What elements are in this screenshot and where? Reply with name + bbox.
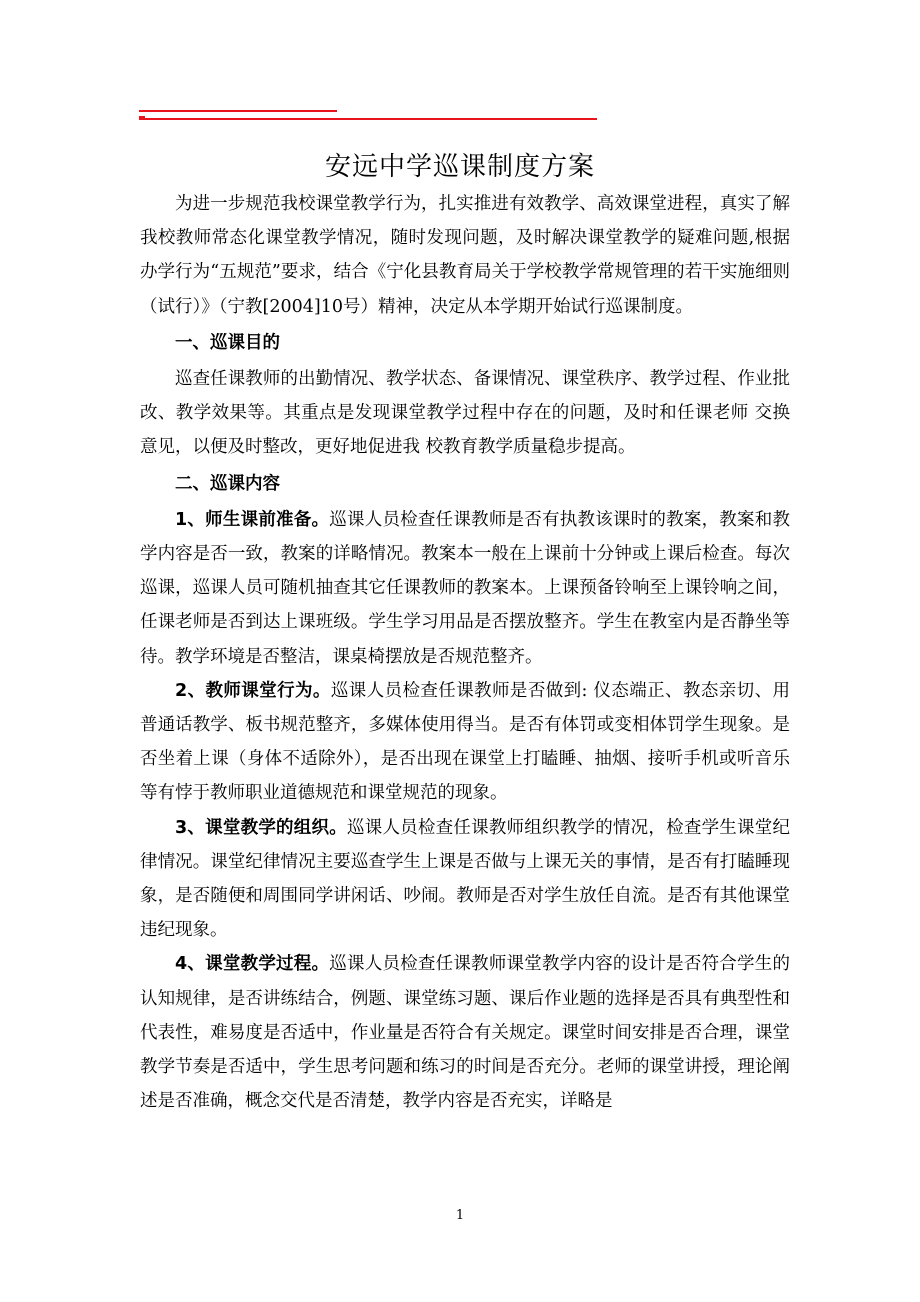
item-text-4: 巡课人员检查任课教师课堂教学内容的设计是否符合学生的认知规律，是否讲练结合，例题、课堂练习题、课后作业题的选择是否具有典型性和代表性，难易度是否适中，作业量是否符合有关规定。课堂时间安排是否合理，课堂教学节奏是否适中，学生思考问题和练习的时间是否充分。老师的课堂讲授，理论阐述是否准确，概念交代是否清楚，教学内容是否充实，详略是 <box>140 954 790 1112</box>
page-number: 1 <box>455 1208 465 1223</box>
section-heading-content: 二、巡课内容 <box>175 473 280 494</box>
item-paragraph-4 <box>140 947 790 1118</box>
item-label-3: 3、课堂教学的组织。 <box>175 817 347 838</box>
item-label-4: 4、课堂教学过程。 <box>175 954 330 975</box>
item-paragraph-1 <box>140 503 790 674</box>
section-heading-purpose: 一、巡课目的 <box>175 332 280 353</box>
item-text-3: 巡课人员检查任课教师组织教学的情况，检查学生课堂纪律情况。课堂纪律情况主要巡查学生上课是否做与上课无关的事情，是否有打瞌睡现象，是否随便和周围同学讲闲话、吵闹。教师是否对学生放任自流。是否有其他课堂违纪现象。 <box>140 817 790 941</box>
item-paragraph-2 <box>140 674 790 811</box>
item-text-1: 巡课人员检查任课教师是否有执教该课时的教案，教案和教学内容是否一致，教案的详略情况。教案本一般在上课前十分钟或上课后检查。每次巡课，巡课人员可随机抽查其它任课教师的教案本。上课预备铃响至上课铃响之间，任课老师是否到达上课班级。学生学习用品是否摆放整齐。学生在教室内是否静坐等待。教学环境是否整洁，课桌椅摆放是否规范整齐。 <box>140 509 790 667</box>
purpose-paragraph: 巡查任课教师的出勤情况、教学状态、备课情况、课堂秩序、教学过程、作业批改、教学效果等。其重点是发现课堂教学过程中存在的问题，及时和任课老师 交换意见，以便及时整改，更好地促进我 校教育教学质量稳步提高。 <box>140 369 790 458</box>
intro-paragraph: 为进一步规范我校课堂教学行为，扎实推进有效教学、高效课堂进程，真实了解我校教师常态化课堂教学情况，随时发现问题，及时解决课堂教学的疑难问题,根据办学行为“五规范”要求，结合《宁化县教育局关于学校教学常规管理的若干实施细则（试行）》（宁教[2004]10号）精神，决定从本学期开始试行巡课制度。 <box>140 194 790 317</box>
header-rule-short <box>139 110 337 112</box>
item-label-2: 2、教师课堂行为。 <box>175 680 331 701</box>
document-body <box>140 187 790 1118</box>
item-paragraph-3 <box>140 811 790 948</box>
item-label-1: 1、师生课前准备。 <box>175 509 330 530</box>
document-title: 安远中学巡课制度方案 <box>324 152 595 182</box>
header-rule-long <box>139 118 597 120</box>
item-text-2: 巡课人员检查任课教师是否做到: 仪态端正、教态亲切、用普通话教学、板书规范整齐，多媒体使用得当。是否有体罚或变相体罚学生现象。是否坐着上课（身体不适除外），是否出现在课堂上打瞌睡、抽烟、接听手机或听音乐等有悖于教师职业道德规范和课堂规范的现象。 <box>140 680 790 804</box>
